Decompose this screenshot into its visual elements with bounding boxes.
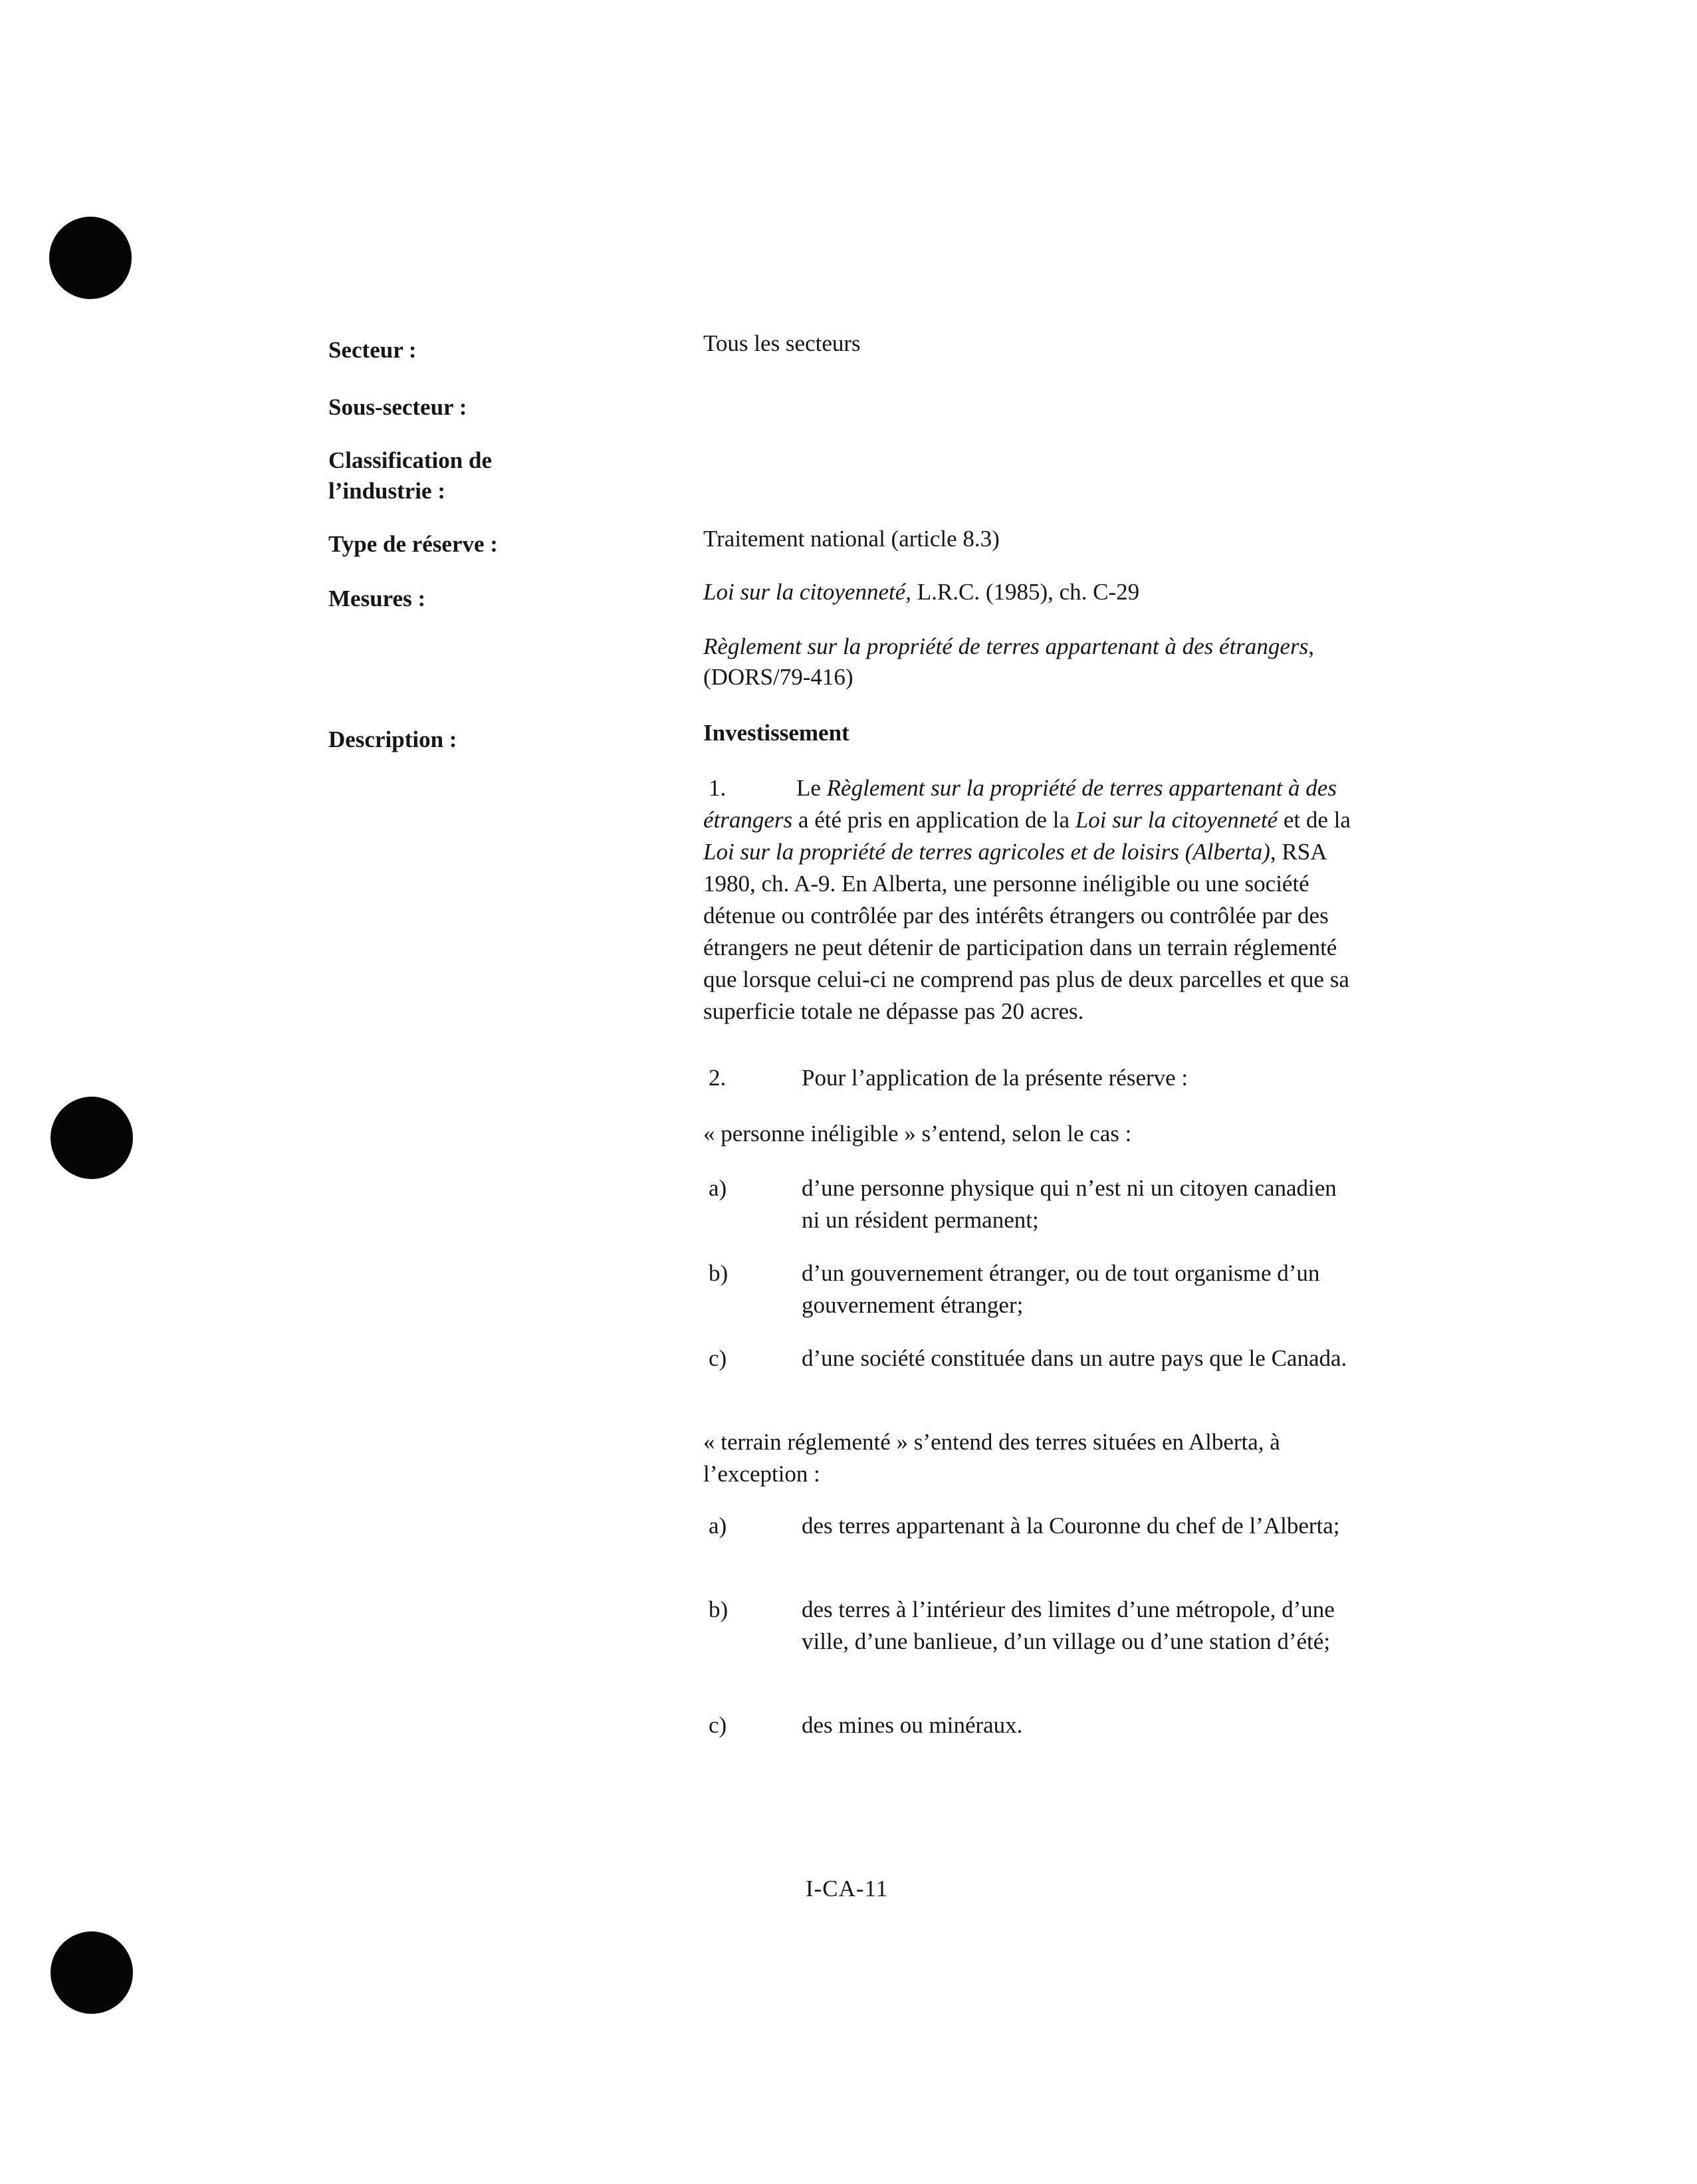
- binder-hole-middle: [51, 1097, 133, 1179]
- def2-item-b-text: des terres à l’intérieur des limites d’une métropole, d’une ville, d’une banlieue, d’un village ou d’une station d’été;: [802, 1596, 1335, 1654]
- def1-item-a-letter: a): [709, 1175, 727, 1201]
- para-1-text-b: a été pris en application de la: [792, 807, 1075, 833]
- mesure-1-title: Loi sur la citoyenneté: [703, 579, 906, 605]
- def2-item-c-letter: c): [709, 1712, 727, 1738]
- value-mesure-2: [703, 631, 1321, 693]
- para-1-loi-citoyennete-title: Loi sur la citoyenneté: [1075, 807, 1278, 833]
- mesure-2-reference: , (DORS/79-416): [703, 633, 1314, 690]
- label-classification: [328, 445, 492, 506]
- para-1-text-c: et de la: [1278, 807, 1351, 833]
- label-classification-line2: l’industrie :: [328, 478, 445, 504]
- binder-hole-bottom: [51, 1931, 133, 2014]
- def1-item-c-letter: c): [709, 1345, 727, 1371]
- definition-terrain-reglemente: « terrain réglementé » s’entend des terres situées en Alberta, à l’exception :: [703, 1429, 1280, 1487]
- label-sous-secteur: Sous-secteur :: [328, 394, 467, 420]
- para-1-loi-alberta-title: Loi sur la propriété de terres agricoles et de loisirs (Alberta): [703, 839, 1270, 865]
- mesure-2-title: Règlement sur la propriété de terres appartenant à des étrangers: [703, 633, 1309, 659]
- def1-item-b-text: d’un gouvernement étranger, ou de tout organisme d’un gouvernement étranger;: [802, 1260, 1320, 1318]
- def1-item-a-text: d’une personne physique qui n’est ni un citoyen canadien ni un résident permanent;: [802, 1175, 1337, 1233]
- label-type-reserve: Type de réserve :: [328, 531, 498, 557]
- description-heading: Investissement: [703, 720, 849, 746]
- binder-hole-top: [49, 217, 132, 299]
- def2-item-b-letter: b): [709, 1596, 729, 1622]
- def2-item-a-letter: a): [709, 1513, 727, 1539]
- label-secteur: Secteur :: [328, 337, 417, 363]
- para-2-number: 2.: [709, 1065, 727, 1091]
- definition-personne-ineligible: « personne inéligible » s’entend, selon le cas :: [703, 1121, 1132, 1147]
- value-type-reserve: Traitement national (article 8.3): [703, 526, 1000, 552]
- def1-item-c-text: d’une société constituée dans un autre pays que le Canada.: [802, 1345, 1347, 1371]
- para-1-number: 1.: [709, 775, 727, 801]
- para-1-reglement-title: Règlement sur la propriété de terres appartenant à des étrangers: [703, 775, 1337, 833]
- para-2-text: Pour l’application de la présente réserve :: [802, 1065, 1188, 1091]
- page-number: I-CA-11: [806, 1876, 889, 1902]
- def1-item-b-letter: b): [709, 1260, 729, 1286]
- label-description: Description :: [328, 726, 457, 752]
- para-1-text-a: Le: [796, 775, 827, 801]
- value-secteur: Tous les secteurs: [703, 330, 861, 356]
- value-mesure-1: [703, 577, 1361, 607]
- para-1-text-d: , RSA 1980, ch. A-9. En Alberta, une personne inéligible ou une société détenue ou contrôlée par des intérêts étrangers ou contrôlée par des étrangers ne peut détenir de participation dans un terrain réglementé que lorsque celui-ci ne comprend pas plus de deux parcelles et que sa superficie totale ne dépasse pas 20 acres.: [703, 839, 1349, 1024]
- mesure-1-reference: , L.R.C. (1985), ch. C-29: [905, 579, 1140, 605]
- def2-item-a-text: des terres appartenant à la Couronne du chef de l’Alberta;: [802, 1513, 1340, 1539]
- def2-item-c-text: des mines ou minéraux.: [802, 1712, 1023, 1738]
- label-mesures: Mesures :: [328, 586, 426, 611]
- label-classification-line1: Classification de: [328, 447, 492, 473]
- para-1-text: [703, 772, 1361, 1028]
